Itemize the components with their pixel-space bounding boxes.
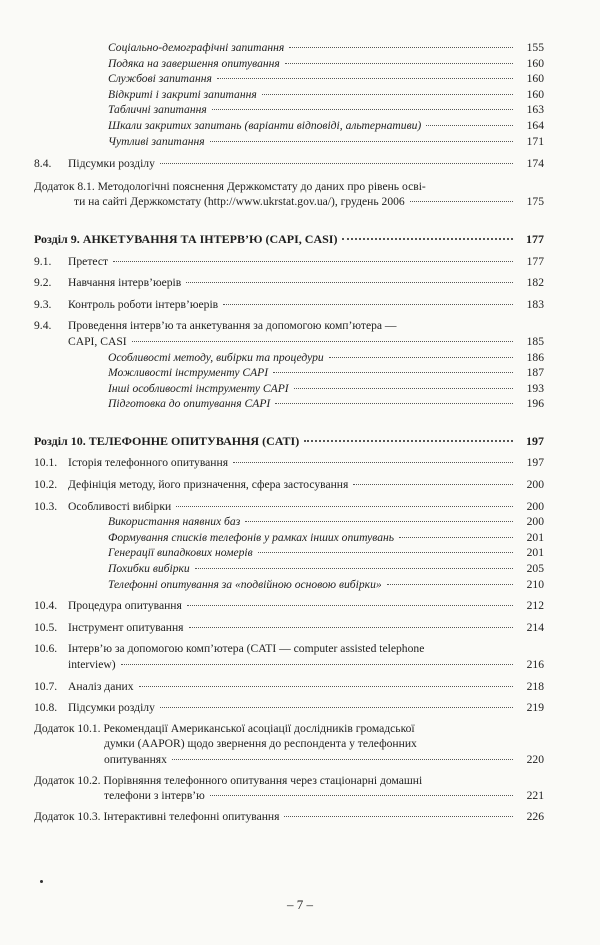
toc-entry-title: Відкриті і закриті запитання	[108, 87, 257, 101]
toc-entry-number: 10.3.	[34, 499, 58, 513]
toc-entry-title-cont: interview)	[68, 658, 116, 671]
leader-dots	[113, 261, 513, 262]
toc-entry-title: Додаток 10.3. Інтерактивні телефонні опитування	[34, 809, 280, 823]
toc-entry	[34, 87, 544, 103]
leader-dots	[289, 47, 513, 48]
toc-appendix	[34, 773, 544, 804]
toc-entry	[34, 318, 544, 349]
page-number: – 7 –	[287, 897, 313, 912]
toc-entry-page: 196	[526, 397, 544, 411]
leader-dots	[304, 440, 513, 442]
toc-entry-page: 200	[526, 478, 544, 492]
toc-entry-title: Додаток 10.1. Рекомендації Американської асоціації дослідників громадської	[34, 721, 415, 735]
toc-entry-page: 174	[526, 157, 544, 171]
leader-dots	[273, 372, 513, 373]
toc-entry-page: 200	[526, 515, 544, 529]
toc-entry-page: 201	[526, 530, 544, 544]
toc-entry-page: 160	[526, 72, 544, 86]
leader-dots	[160, 707, 513, 708]
toc-entry-title: Підсумки розділу	[68, 157, 155, 171]
leader-dots	[245, 521, 513, 522]
leader-dots	[210, 141, 513, 142]
toc-entry	[34, 297, 544, 313]
section-title: Розділ 9. АНКЕТУВАННЯ ТА ІНТЕРВ’Ю (CAPI, CASI)	[34, 231, 338, 246]
toc-entry	[34, 40, 544, 56]
toc-entry-title-cont: думки (AAPOR) щодо звернення до респондента у телефонних	[104, 737, 417, 751]
toc-entry-title: Додаток 10.2. Порівняння телефонного опитування через стаціонарні домашні	[34, 773, 423, 787]
toc-entry	[34, 381, 544, 397]
toc-section-heading	[34, 232, 544, 248]
leader-dots	[186, 282, 513, 283]
toc-entry-page: 187	[526, 366, 544, 380]
toc-entry	[34, 455, 544, 471]
toc-entry-page: 155	[526, 41, 544, 54]
leader-dots	[410, 201, 513, 202]
leader-dots	[139, 686, 513, 687]
toc-entry-page: 200	[526, 499, 544, 513]
toc-entry-number: 9.3.	[34, 297, 52, 311]
toc-entry-page: 183	[526, 297, 544, 311]
toc-entry-title: Чутливі запитання	[108, 134, 205, 148]
toc-entry	[34, 545, 544, 561]
toc-entry-page: 212	[526, 599, 544, 613]
leader-dots	[195, 568, 513, 569]
toc-entry-page: 218	[526, 679, 544, 693]
toc-appendix	[34, 179, 544, 210]
leader-dots	[189, 627, 514, 628]
toc-entry	[34, 350, 544, 366]
toc-entry-page: 182	[526, 276, 544, 290]
toc-entry-page: 210	[526, 577, 544, 591]
toc-appendix	[34, 721, 544, 768]
toc-entry-page: 164	[526, 118, 544, 132]
leader-dots	[212, 109, 513, 110]
toc-entry	[34, 156, 544, 172]
toc-entry-number: 10.4.	[34, 599, 58, 613]
toc-entry-page: 197	[526, 433, 544, 448]
toc-entry-title-cont: опитуваннях	[104, 752, 167, 766]
toc-entry-title: Історія телефонного опитування	[68, 456, 229, 470]
toc-entry-page: 220	[526, 752, 544, 766]
toc-entry	[34, 620, 544, 636]
toc-entry-title: Особливості вибірки	[68, 499, 172, 513]
leader-dots	[176, 506, 513, 507]
toc-entry	[34, 254, 544, 270]
toc-entry-page: 160	[526, 56, 544, 70]
toc-entry	[34, 530, 544, 546]
leader-dots	[160, 163, 513, 164]
toc-entry-number: 10.2.	[34, 478, 58, 492]
toc-entry-page: 216	[526, 658, 544, 671]
leader-dots	[329, 357, 513, 358]
leader-dots	[132, 341, 513, 342]
ink-speck	[40, 880, 43, 883]
leader-dots	[426, 125, 513, 126]
toc-entry	[34, 71, 544, 87]
toc-entry-title: Формування списків телефонів у рамках інших опитувань	[108, 530, 395, 544]
toc-entry-title-cont: CAPI, CASI	[68, 334, 127, 348]
toc-entry-number: 9.4.	[34, 319, 52, 333]
toc-entry-title: Підсумки розділу	[68, 701, 155, 715]
toc-entry-number: 10.5.	[34, 620, 58, 634]
toc-entry	[34, 102, 544, 118]
leader-dots	[210, 795, 513, 796]
leader-dots	[121, 664, 513, 665]
toc-entry	[34, 118, 544, 134]
toc-entry-title: Табличні запитання	[108, 103, 207, 117]
toc-entry-title: Підготовка до опитування CAPI	[108, 397, 271, 411]
toc-entry	[34, 577, 544, 593]
toc-entry-title-cont: телефони з інтерв’ю	[104, 789, 205, 803]
toc-entry-title: Соціально-демографічні запитання	[108, 41, 285, 54]
leader-dots	[353, 484, 513, 485]
toc-entry-title: Подяка на завершення опитування	[108, 56, 280, 70]
leader-dots	[285, 63, 513, 64]
toc-entry-title: Навчання інтерв’юерів	[68, 276, 182, 290]
table-of-contents	[34, 40, 544, 824]
toc-entry	[34, 641, 544, 672]
toc-section-heading	[34, 434, 544, 450]
toc-entry	[34, 56, 544, 72]
toc-entry-number: 10.8.	[34, 701, 58, 715]
toc-entry-title: Процедура опитування	[68, 599, 182, 613]
toc-entry-title: Особливості методу, вибірки та процедури	[108, 350, 324, 364]
leader-dots	[217, 78, 513, 79]
toc-entry-page: 205	[526, 562, 544, 576]
toc-entry	[34, 598, 544, 614]
toc-entry-title: Аналіз даних	[68, 679, 134, 693]
toc-entry-page: 221	[526, 789, 544, 803]
toc-entry-number: 10.7.	[34, 679, 58, 693]
toc-entry-title: Претест	[68, 254, 109, 268]
section-title: Розділ 10. ТЕЛЕФОННЕ ОПИТУВАННЯ (CATI)	[34, 433, 300, 448]
toc-entry-title: Використання наявних баз	[108, 515, 241, 529]
toc-entry-number: 8.4.	[34, 157, 52, 171]
toc-entry-page: 226	[526, 809, 544, 823]
toc-entry-page: 175	[526, 195, 544, 209]
toc-entry	[34, 700, 544, 716]
leader-dots	[262, 94, 513, 95]
toc-entry-number: 10.1.	[34, 456, 58, 470]
toc-entry-title: Шкали закритих запитань (варіанти відповіді, альтернативи)	[108, 118, 422, 132]
toc-entry-number: 9.1.	[34, 254, 52, 268]
toc-entry-title: Контроль роботи інтерв’юерів	[68, 297, 219, 311]
toc-entry	[34, 365, 544, 381]
toc-entry	[34, 679, 544, 695]
toc-entry-page: 163	[526, 103, 544, 117]
toc-entry-page: 214	[526, 620, 544, 634]
toc-entry-page: 177	[526, 231, 544, 246]
toc-entry-page: 201	[526, 546, 544, 560]
toc-entry-number: 10.6.	[34, 642, 58, 656]
toc-entry-page: 185	[526, 334, 544, 348]
toc-entry	[34, 499, 544, 515]
toc-appendix	[34, 809, 544, 825]
leader-dots	[399, 537, 513, 538]
leader-dots	[233, 462, 513, 463]
leader-dots	[223, 304, 513, 305]
toc-entry-page: 219	[526, 701, 544, 715]
toc-entry-page: 171	[526, 134, 544, 148]
toc-entry	[34, 396, 544, 412]
leader-dots	[172, 759, 513, 760]
toc-entry-number: 9.2.	[34, 276, 52, 290]
leader-dots	[387, 584, 513, 585]
toc-entry-title: Похибки вибірки	[108, 562, 190, 576]
toc-entry	[34, 514, 544, 530]
toc-entry-title-cont: ти на сайті Держкомстату (http://www.ukrstat.gov.ua/), грудень 2006	[74, 195, 405, 209]
leader-dots	[258, 552, 513, 553]
toc-entry-title: Додаток 8.1. Методологічні пояснення Держкомстату до даних про рівень осві-	[34, 179, 426, 193]
leader-dots	[294, 388, 513, 389]
toc-entry	[34, 477, 544, 493]
toc-entry-page: 197	[526, 456, 544, 470]
toc-entry-title: Можливості інструменту CAPI	[108, 366, 269, 380]
toc-entry	[34, 134, 544, 150]
toc-entry-title: Інструмент опитування	[68, 620, 184, 634]
toc-entry-page: 186	[526, 350, 544, 364]
toc-entry-page: 177	[526, 254, 544, 268]
leader-dots	[342, 238, 513, 240]
toc-entry-title: Службові запитання	[108, 72, 212, 86]
leader-dots	[187, 605, 513, 606]
toc-entry-page: 160	[526, 87, 544, 101]
toc-entry-title: Інтерв’ю за допомогою комп’ютера (CATI — computer assisted telephone	[68, 642, 425, 656]
toc-entry-title: Дефініція методу, його призначення, сфера застосування	[68, 478, 349, 492]
toc-entry-page: 193	[526, 381, 544, 395]
toc-entry-title: Генерації випадкових номерів	[108, 546, 253, 560]
leader-dots	[275, 403, 513, 404]
toc-entry-title: Проведення інтерв’ю та анкетування за допомогою комп’ютера —	[68, 319, 397, 333]
toc-entry-title: Телефонні опитування за «подвійною основою вибірки»	[108, 577, 382, 591]
toc-entry	[34, 275, 544, 291]
toc-entry	[34, 561, 544, 577]
leader-dots	[284, 816, 513, 817]
toc-entry-title: Інші особливості інструменту CAPI	[108, 381, 289, 395]
